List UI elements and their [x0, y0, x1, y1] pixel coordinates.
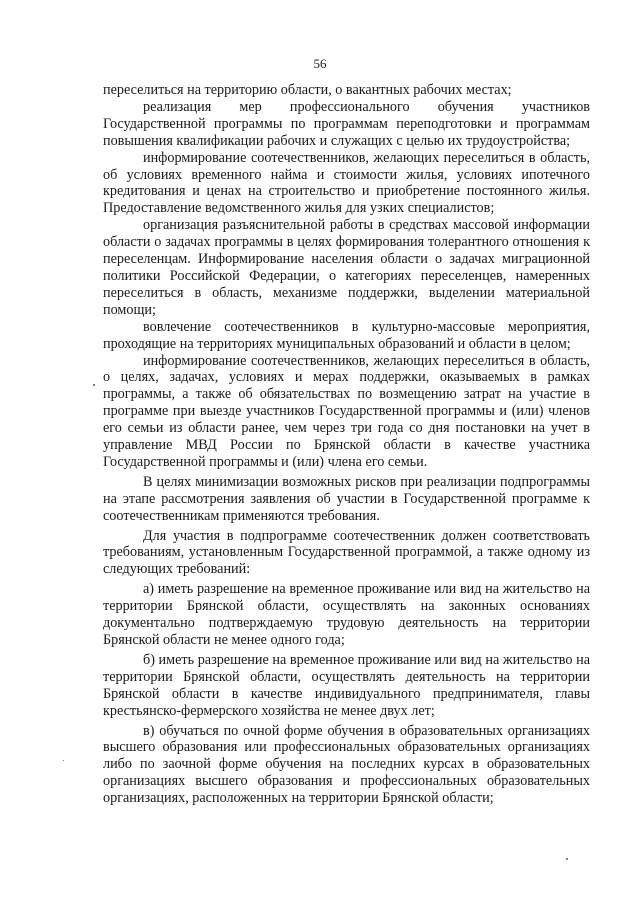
document-body — [103, 82, 590, 807]
paragraph-3: информирование соотечественников, желающих переселиться в область, об условиях временного найма и стоимости жилья, условиях ипотечного кредитования и ценах на строительство и приобретение постоянного жилья. Предоставление ведомственного жилья для узких специалистов; — [103, 149, 590, 217]
page-number: 56 — [313, 56, 327, 71]
scan-speck — [93, 384, 95, 386]
paragraph-6: информирование соотечественников, желающих переселиться в область, о целях, задачах, условиях и мерах поддержки, оказываемых в рамках программы, а также об обязательствах по возмещению затрат на участие в программе при выезде участников Государственной программы и (или) членов его семьи из области ранее, чем через три года со дня постановки на учет в управление МВД России по Брянской области в качестве участника Государственной программы и (или) члена его семьи. — [103, 352, 590, 470]
paragraph-11: в) обучаться по очной форме обучения в образовательных организациях высшего образования или профессиональных образовательных организациях либо по заочной форме обучения на последних курсах в образовательных организациях высшего образования и профессиональных образовательных организациях, расположенных на территории Брянской области; — [103, 722, 590, 807]
paragraph-4: организация разъяснительной работы в средствах массовой информации области о задачах программы в целях формирования толерантного отношения к переселенцам. Информирование населения области о задачах миграционной политики Российской Федерации, о категориях переселенцев, намеренных переселиться в область, механизме поддержки, выделении материальной помощи; — [103, 217, 590, 318]
paragraph-10: б) иметь разрешение на временное проживание или вид на жительство на территории Брянской области, осуществлять деятельность на территории Брянской области в качестве индивидуального предпринимателя, главы крестьянско-фермерского хозяйства не менее двух лет; — [103, 651, 590, 719]
scan-speck — [566, 858, 568, 860]
paragraph-7: В целях минимизации возможных рисков при реализации подпрограммы на этапе рассмотрения заявления об участии в Государственной программе к соотечественникам применяются требования. — [103, 473, 590, 524]
paragraph-9: а) иметь разрешение на временное проживание или вид на жительство на территории Брянской области, осуществлять на законных основаниях документально подтверждаемую трудовую деятельность на территории Брянской области не менее одного года; — [103, 581, 590, 648]
paragraph-2: реализация мер профессионального обучения участников Государственной программы по программам переподготовки и программам повышения квалификации рабочих и служащих с целью их трудоустройства; — [103, 98, 590, 149]
scan-speck — [63, 760, 64, 761]
paragraph-1: переселиться на территорию области, о вакантных рабочих местах; — [103, 82, 512, 98]
paragraph-8: Для участия в подпрограмме соотечественник должен соответствовать требованиям, установленным Государственной программой, а также одному из следующих требований: — [103, 527, 590, 578]
paragraph-5: вовлечение соотечественников в культурно-массовые мероприятия, проходящие на территориях муниципальных образований и области в целом; — [103, 318, 590, 352]
